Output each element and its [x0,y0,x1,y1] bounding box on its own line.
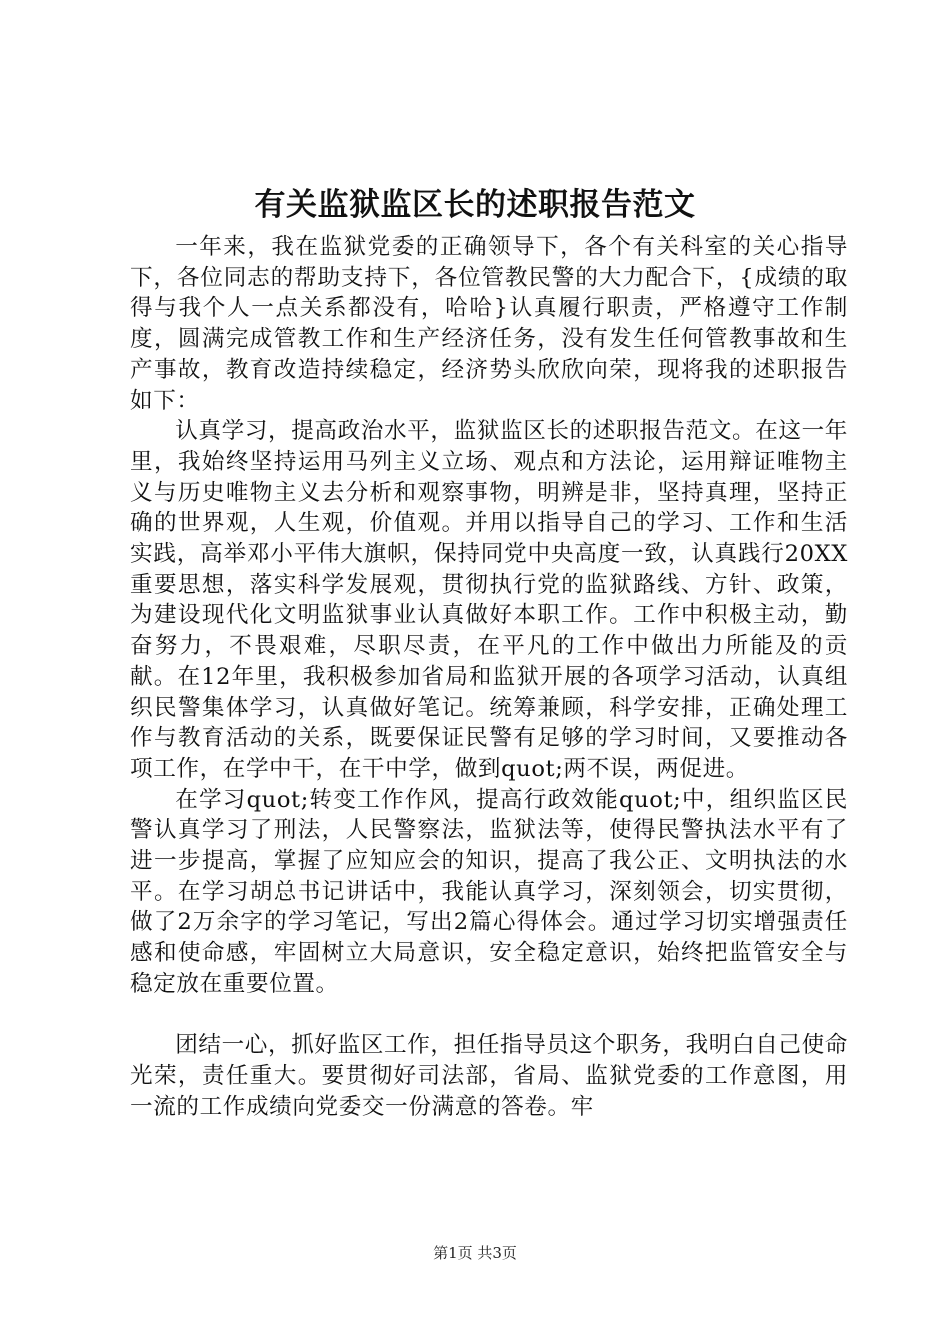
paragraph-unity: 团结一心，抓好监区工作，担任指导员这个职务，我明白自己使命光荣，责任重大。要贯彻好司法部，省局、监狱党委的工作意图，用一流的工作成绩向党委交一份满意的答卷。牢 [130,1032,848,1120]
document-body [130,232,848,1122]
paragraph-learning: 在学习quot;转变工作作风，提高行政效能quot;中，组织监区民警认真学习了刑法，人民警察法，监狱法等，使得民警执法水平有了进一步提高，掌握了应知应会的知识，提高了我公正、文明执法的水平。在学习胡总书记讲话中，我能认真学习，深刻领会，切实贯彻，做了2万余字的学习笔记，写出2篇心得体会。通过学习切实增强责任感和使命感，牢固树立大局意识，安全稳定意识，始终把监管安全与稳定放在重要位置。 [130,786,848,997]
paragraph-study: 认真学习，提高政治水平，监狱监区长的述职报告范文。在这一年里，我始终坚持运用马列主义立场、观点和方法论，运用辩证唯物主义与历史唯物主义去分析和观察事物，明辨是非，坚持真理，坚持正确的世界观，人生观，价值观。并用以指导自己的学习、工作和生活实践，高举邓小平伟大旗帜，保持同党中央高度一致，认真践行20XX重要思想，落实科学发展观，贯彻执行党的监狱路线、方针、政策，为建设现代化文明监狱事业认真做好本职工作。工作中积极主动，勤奋努力，不畏艰难，尽职尽责，在平凡的工作中做出力所能及的贡献。在12年里，我积极参加省局和监狱开展的各项学习活动，认真组织民警集体学习，认真做好笔记。统筹兼顾，科学安排，正确处理工作与教育活动的关系，既要保证民警有足够的学习时间，又要推动各项工作，在学中干，在干中学，做到quot;两不误，两促进。 [130,418,848,782]
page-footer: 第1页 共3页 [433,1244,517,1262]
paragraph-intro: 一年来，我在监狱党委的正确领导下，各个有关科室的关心指导下，各位同志的帮助支持下，各位管教民警的大力配合下，{成绩的取得与我个人一点关系都没有，哈哈}认真履行职责，严格遵守工作制度，圆满完成管教工作和生产经济任务，没有发生任何管教事故和生产事故，教育改造持续稳定，经济势头欣欣向荣，现将我的述职报告如下： [130,234,848,414]
document-title: 有关监狱监区长的述职报告范文 [254,187,696,223]
